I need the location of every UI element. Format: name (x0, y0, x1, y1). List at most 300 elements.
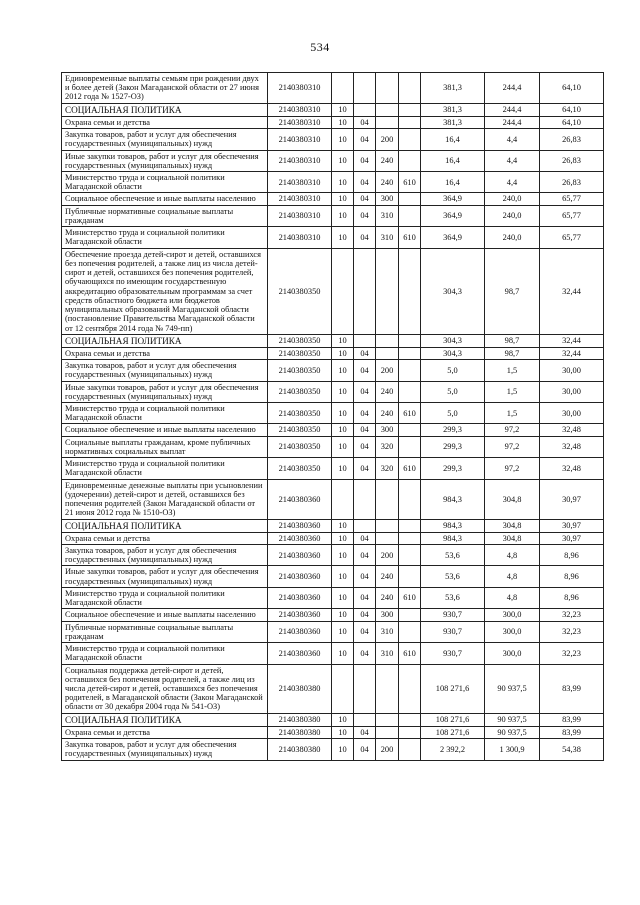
row-name: Закупка товаров, работ и услуг для обеспечения государственных (муниципальных) нужд (62, 544, 268, 565)
table-row (62, 479, 604, 519)
planned-amount: 299,3 (421, 458, 485, 479)
row-name: Закупка товаров, работ и услуг для обеспечения государственных (муниципальных) нужд (62, 360, 268, 381)
subsection-code (354, 334, 376, 347)
row-name: Министерство труда и социальной политики Магаданской области (62, 227, 268, 248)
expense-type-code: 240 (376, 150, 399, 171)
expense-type-code (376, 532, 399, 544)
actual-amount: 304,8 (485, 532, 540, 544)
execution-percent: 65,77 (540, 205, 604, 226)
expense-type-code (376, 479, 399, 519)
row-name: Социальное обеспечение и иные выплаты населению (62, 193, 268, 205)
row-name: Публичные нормативные социальные выплаты гражданам (62, 205, 268, 226)
department-code (399, 150, 421, 171)
row-name: Социальные выплаты гражданам, кроме публичных нормативных социальных выплат (62, 436, 268, 457)
actual-amount: 98,7 (485, 248, 540, 334)
execution-percent: 30,00 (540, 403, 604, 424)
expense-type-code: 300 (376, 193, 399, 205)
row-name: Публичные нормативные социальные выплаты гражданам (62, 621, 268, 642)
table-row (62, 347, 604, 359)
table-row (62, 609, 604, 621)
department-code (399, 205, 421, 226)
target-article-code: 2140380380 (268, 739, 332, 760)
execution-percent: 26,83 (540, 171, 604, 192)
actual-amount: 240,0 (485, 205, 540, 226)
department-code (399, 129, 421, 150)
planned-amount: 108 271,6 (421, 713, 485, 726)
department-code: 610 (399, 403, 421, 424)
table-row (62, 73, 604, 104)
department-code: 610 (399, 171, 421, 192)
planned-amount: 984,3 (421, 479, 485, 519)
expense-type-code (376, 519, 399, 532)
target-article-code: 2140380350 (268, 458, 332, 479)
planned-amount: 16,4 (421, 129, 485, 150)
planned-amount: 16,4 (421, 171, 485, 192)
subsection-code: 04 (354, 566, 376, 587)
execution-percent: 30,00 (540, 381, 604, 402)
table-row (62, 424, 604, 436)
row-name: СОЦИАЛЬНАЯ ПОЛИТИКА (62, 713, 268, 726)
actual-amount: 97,2 (485, 436, 540, 457)
execution-percent: 64,10 (540, 73, 604, 104)
section-code: 10 (332, 436, 354, 457)
target-article-code: 2140380360 (268, 643, 332, 664)
department-code (399, 347, 421, 359)
section-code: 10 (332, 609, 354, 621)
row-name: СОЦИАЛЬНАЯ ПОЛИТИКА (62, 334, 268, 347)
target-article-code: 2140380310 (268, 129, 332, 150)
department-code (399, 739, 421, 760)
table-row (62, 532, 604, 544)
subsection-code: 04 (354, 171, 376, 192)
table-row (62, 587, 604, 608)
execution-percent: 32,23 (540, 621, 604, 642)
subsection-code (354, 248, 376, 334)
table-row (62, 193, 604, 205)
execution-percent: 83,99 (540, 713, 604, 726)
row-name: Министерство труда и социальной политики Магаданской области (62, 587, 268, 608)
target-article-code: 2140380360 (268, 587, 332, 608)
department-code (399, 532, 421, 544)
table-row (62, 103, 604, 116)
section-code: 10 (332, 227, 354, 248)
department-code (399, 334, 421, 347)
table-row (62, 664, 604, 713)
subsection-code (354, 479, 376, 519)
execution-percent: 26,83 (540, 150, 604, 171)
target-article-code: 2140380360 (268, 532, 332, 544)
target-article-code: 2140380350 (268, 424, 332, 436)
table-row (62, 458, 604, 479)
table-row (62, 643, 604, 664)
row-name: СОЦИАЛЬНАЯ ПОЛИТИКА (62, 103, 268, 116)
expense-type-code (376, 347, 399, 359)
target-article-code: 2140380310 (268, 73, 332, 104)
execution-percent: 32,44 (540, 347, 604, 359)
actual-amount: 97,2 (485, 424, 540, 436)
row-name: Единовременные денежные выплаты при усыновлении (удочерении) детей-сирот и детей, оставшихся без попечения родителей (Закон Магаданской области от 21 июня 2012 года № 1510-ОЗ) (62, 479, 268, 519)
subsection-code: 04 (354, 739, 376, 760)
department-code (399, 664, 421, 713)
execution-percent: 64,10 (540, 103, 604, 116)
expense-type-code: 240 (376, 587, 399, 608)
actual-amount: 4,4 (485, 171, 540, 192)
actual-amount: 1,5 (485, 403, 540, 424)
target-article-code: 2140380360 (268, 544, 332, 565)
subsection-code: 04 (354, 193, 376, 205)
table-row (62, 381, 604, 402)
subsection-code: 04 (354, 544, 376, 565)
target-article-code: 2140380360 (268, 621, 332, 642)
expense-type-code: 310 (376, 205, 399, 226)
actual-amount: 244,4 (485, 73, 540, 104)
planned-amount: 381,3 (421, 116, 485, 128)
table-row (62, 403, 604, 424)
section-code: 10 (332, 566, 354, 587)
department-code (399, 519, 421, 532)
subsection-code: 04 (354, 347, 376, 359)
table-row (62, 205, 604, 226)
actual-amount: 90 937,5 (485, 713, 540, 726)
planned-amount: 304,3 (421, 248, 485, 334)
section-code: 10 (332, 129, 354, 150)
planned-amount: 16,4 (421, 150, 485, 171)
planned-amount: 364,9 (421, 227, 485, 248)
expense-type-code: 240 (376, 403, 399, 424)
execution-percent: 30,00 (540, 360, 604, 381)
subsection-code: 04 (354, 587, 376, 608)
execution-percent: 32,48 (540, 424, 604, 436)
expense-type-code: 200 (376, 360, 399, 381)
target-article-code: 2140380360 (268, 609, 332, 621)
section-code: 10 (332, 458, 354, 479)
planned-amount: 53,6 (421, 566, 485, 587)
actual-amount: 1,5 (485, 381, 540, 402)
section-code: 10 (332, 116, 354, 128)
table-row (62, 171, 604, 192)
planned-amount: 53,6 (421, 544, 485, 565)
table-row (62, 621, 604, 642)
subsection-code: 04 (354, 621, 376, 642)
section-code: 10 (332, 171, 354, 192)
expense-type-code: 240 (376, 171, 399, 192)
actual-amount: 1 300,9 (485, 739, 540, 760)
expense-type-code (376, 73, 399, 104)
target-article-code: 2140380350 (268, 381, 332, 402)
actual-amount: 97,2 (485, 458, 540, 479)
row-name: Министерство труда и социальной политики Магаданской области (62, 458, 268, 479)
actual-amount: 244,4 (485, 103, 540, 116)
section-code: 10 (332, 532, 354, 544)
section-code: 10 (332, 587, 354, 608)
department-code (399, 116, 421, 128)
table-row (62, 566, 604, 587)
execution-percent: 8,96 (540, 587, 604, 608)
table-row (62, 519, 604, 532)
expense-type-code: 200 (376, 739, 399, 760)
execution-percent: 32,23 (540, 609, 604, 621)
target-article-code: 2140380350 (268, 248, 332, 334)
department-code (399, 621, 421, 642)
expense-type-code (376, 334, 399, 347)
planned-amount: 299,3 (421, 436, 485, 457)
table-row (62, 726, 604, 738)
execution-percent: 65,77 (540, 193, 604, 205)
execution-percent: 32,44 (540, 248, 604, 334)
section-code: 10 (332, 726, 354, 738)
table-row (62, 227, 604, 248)
actual-amount: 98,7 (485, 347, 540, 359)
row-name: Охрана семьи и детства (62, 726, 268, 738)
table-row (62, 248, 604, 334)
target-article-code: 2140380360 (268, 519, 332, 532)
actual-amount: 4,4 (485, 150, 540, 171)
row-name: Закупка товаров, работ и услуг для обеспечения государственных (муниципальных) нужд (62, 739, 268, 760)
expense-type-code: 200 (376, 129, 399, 150)
section-code: 10 (332, 193, 354, 205)
expense-type-code: 310 (376, 643, 399, 664)
planned-amount: 304,3 (421, 334, 485, 347)
execution-percent: 8,96 (540, 566, 604, 587)
actual-amount: 4,4 (485, 129, 540, 150)
actual-amount: 4,8 (485, 587, 540, 608)
execution-percent: 30,97 (540, 519, 604, 532)
row-name: Охрана семьи и детства (62, 116, 268, 128)
target-article-code: 2140380350 (268, 360, 332, 381)
department-code (399, 381, 421, 402)
expense-type-code: 320 (376, 436, 399, 457)
expense-type-code: 300 (376, 609, 399, 621)
row-name: Министерство труда и социальной политики Магаданской области (62, 403, 268, 424)
target-article-code: 2140380380 (268, 726, 332, 738)
row-name: Социальное обеспечение и иные выплаты населению (62, 424, 268, 436)
table-row (62, 334, 604, 347)
planned-amount: 364,9 (421, 193, 485, 205)
planned-amount: 930,7 (421, 621, 485, 642)
execution-percent: 30,97 (540, 479, 604, 519)
planned-amount: 108 271,6 (421, 726, 485, 738)
section-code: 10 (332, 713, 354, 726)
execution-percent: 32,44 (540, 334, 604, 347)
planned-amount: 108 271,6 (421, 664, 485, 713)
subsection-code: 04 (354, 458, 376, 479)
section-code: 10 (332, 150, 354, 171)
actual-amount: 1,5 (485, 360, 540, 381)
subsection-code: 04 (354, 360, 376, 381)
subsection-code: 04 (354, 726, 376, 738)
department-code (399, 73, 421, 104)
target-article-code: 2140380350 (268, 436, 332, 457)
planned-amount: 299,3 (421, 424, 485, 436)
expense-type-code (376, 116, 399, 128)
expense-type-code: 240 (376, 566, 399, 587)
section-code (332, 664, 354, 713)
subsection-code: 04 (354, 381, 376, 402)
expense-type-code (376, 103, 399, 116)
table-row (62, 360, 604, 381)
actual-amount: 90 937,5 (485, 726, 540, 738)
row-name: СОЦИАЛЬНАЯ ПОЛИТИКА (62, 519, 268, 532)
actual-amount: 300,0 (485, 643, 540, 664)
execution-percent: 65,77 (540, 227, 604, 248)
planned-amount: 930,7 (421, 643, 485, 664)
actual-amount: 240,0 (485, 193, 540, 205)
target-article-code: 2140380310 (268, 193, 332, 205)
actual-amount: 98,7 (485, 334, 540, 347)
target-article-code: 2140380310 (268, 103, 332, 116)
section-code (332, 479, 354, 519)
row-name: Иные закупки товаров, работ и услуг для обеспечения государственных (муниципальных) нужд (62, 150, 268, 171)
planned-amount: 2 392,2 (421, 739, 485, 760)
execution-percent: 8,96 (540, 544, 604, 565)
section-code (332, 248, 354, 334)
execution-percent: 32,23 (540, 643, 604, 664)
expense-type-code: 320 (376, 458, 399, 479)
department-code (399, 193, 421, 205)
execution-percent: 64,10 (540, 116, 604, 128)
table-row (62, 544, 604, 565)
planned-amount: 381,3 (421, 73, 485, 104)
subsection-code (354, 103, 376, 116)
planned-amount: 53,6 (421, 587, 485, 608)
expense-type-code: 240 (376, 381, 399, 402)
planned-amount: 5,0 (421, 360, 485, 381)
target-article-code: 2140380310 (268, 227, 332, 248)
planned-amount: 5,0 (421, 381, 485, 402)
subsection-code: 04 (354, 643, 376, 664)
execution-percent: 26,83 (540, 129, 604, 150)
target-article-code: 2140380310 (268, 171, 332, 192)
actual-amount: 4,8 (485, 544, 540, 565)
section-code: 10 (332, 103, 354, 116)
section-code: 10 (332, 739, 354, 760)
row-name: Иные закупки товаров, работ и услуг для обеспечения государственных (муниципальных) нужд (62, 381, 268, 402)
department-code (399, 248, 421, 334)
actual-amount: 240,0 (485, 227, 540, 248)
department-code (399, 726, 421, 738)
subsection-code (354, 713, 376, 726)
target-article-code: 2140380380 (268, 664, 332, 713)
department-code: 610 (399, 587, 421, 608)
target-article-code: 2140380350 (268, 334, 332, 347)
table-row (62, 150, 604, 171)
subsection-code (354, 519, 376, 532)
target-article-code: 2140380310 (268, 150, 332, 171)
row-name: Министерство труда и социальной политики Магаданской области (62, 171, 268, 192)
row-name: Единовременные выплаты семьям при рождении двух и более детей (Закон Магаданской области от 27 июня 2012 года № 1527-ОЗ) (62, 73, 268, 104)
row-name: Закупка товаров, работ и услуг для обеспечения государственных (муниципальных) нужд (62, 129, 268, 150)
department-code: 610 (399, 227, 421, 248)
subsection-code: 04 (354, 227, 376, 248)
department-code (399, 609, 421, 621)
target-article-code: 2140380360 (268, 479, 332, 519)
subsection-code: 04 (354, 424, 376, 436)
planned-amount: 381,3 (421, 103, 485, 116)
page-number: 534 (310, 40, 330, 54)
table-row (62, 436, 604, 457)
subsection-code: 04 (354, 609, 376, 621)
table-row (62, 713, 604, 726)
actual-amount: 304,8 (485, 519, 540, 532)
section-code: 10 (332, 347, 354, 359)
row-name: Охрана семьи и детства (62, 347, 268, 359)
section-code: 10 (332, 360, 354, 381)
actual-amount: 304,8 (485, 479, 540, 519)
department-code (399, 103, 421, 116)
table-row (62, 129, 604, 150)
row-name: Охрана семьи и детства (62, 532, 268, 544)
planned-amount: 984,3 (421, 519, 485, 532)
section-code: 10 (332, 519, 354, 532)
execution-percent: 32,48 (540, 458, 604, 479)
actual-amount: 90 937,5 (485, 664, 540, 713)
section-code: 10 (332, 424, 354, 436)
row-name: Министерство труда и социальной политики Магаданской области (62, 643, 268, 664)
department-code (399, 424, 421, 436)
target-article-code: 2140380360 (268, 566, 332, 587)
row-name: Социальная поддержка детей-сирот и детей, оставшихся без попечения родителей, а также лиц из числа детей-сирот и детей, оставшихся без попечения родителей, в Магаданской области (Закон Магаданской области от 30 декабря 2004 года № 541-ОЗ) (62, 664, 268, 713)
target-article-code: 2140380310 (268, 116, 332, 128)
target-article-code: 2140380380 (268, 713, 332, 726)
department-code: 610 (399, 458, 421, 479)
section-code: 10 (332, 621, 354, 642)
department-code (399, 566, 421, 587)
actual-amount: 244,4 (485, 116, 540, 128)
target-article-code: 2140380350 (268, 347, 332, 359)
execution-percent: 30,97 (540, 532, 604, 544)
department-code (399, 436, 421, 457)
department-code: 610 (399, 643, 421, 664)
row-name: Социальное обеспечение и иные выплаты населению (62, 609, 268, 621)
planned-amount: 5,0 (421, 403, 485, 424)
expense-type-code (376, 664, 399, 713)
row-name: Иные закупки товаров, работ и услуг для обеспечения государственных (муниципальных) нужд (62, 566, 268, 587)
actual-amount: 300,0 (485, 609, 540, 621)
subsection-code: 04 (354, 129, 376, 150)
section-code: 10 (332, 205, 354, 226)
table-row (62, 116, 604, 128)
subsection-code: 04 (354, 436, 376, 457)
department-code (399, 479, 421, 519)
section-code (332, 73, 354, 104)
target-article-code: 2140380350 (268, 403, 332, 424)
expense-type-code: 300 (376, 424, 399, 436)
subsection-code: 04 (354, 205, 376, 226)
planned-amount: 364,9 (421, 205, 485, 226)
department-code (399, 713, 421, 726)
target-article-code: 2140380310 (268, 205, 332, 226)
execution-percent: 83,99 (540, 664, 604, 713)
department-code (399, 544, 421, 565)
expense-type-code: 310 (376, 227, 399, 248)
planned-amount: 930,7 (421, 609, 485, 621)
subsection-code: 04 (354, 116, 376, 128)
section-code: 10 (332, 334, 354, 347)
department-code (399, 360, 421, 381)
section-code: 10 (332, 381, 354, 402)
actual-amount: 4,8 (485, 566, 540, 587)
execution-percent: 54,38 (540, 739, 604, 760)
section-code: 10 (332, 643, 354, 664)
planned-amount: 984,3 (421, 532, 485, 544)
execution-percent: 32,48 (540, 436, 604, 457)
subsection-code (354, 73, 376, 104)
expense-type-code: 310 (376, 621, 399, 642)
subsection-code: 04 (354, 403, 376, 424)
subsection-code (354, 664, 376, 713)
expense-type-code (376, 726, 399, 738)
actual-amount: 300,0 (485, 621, 540, 642)
